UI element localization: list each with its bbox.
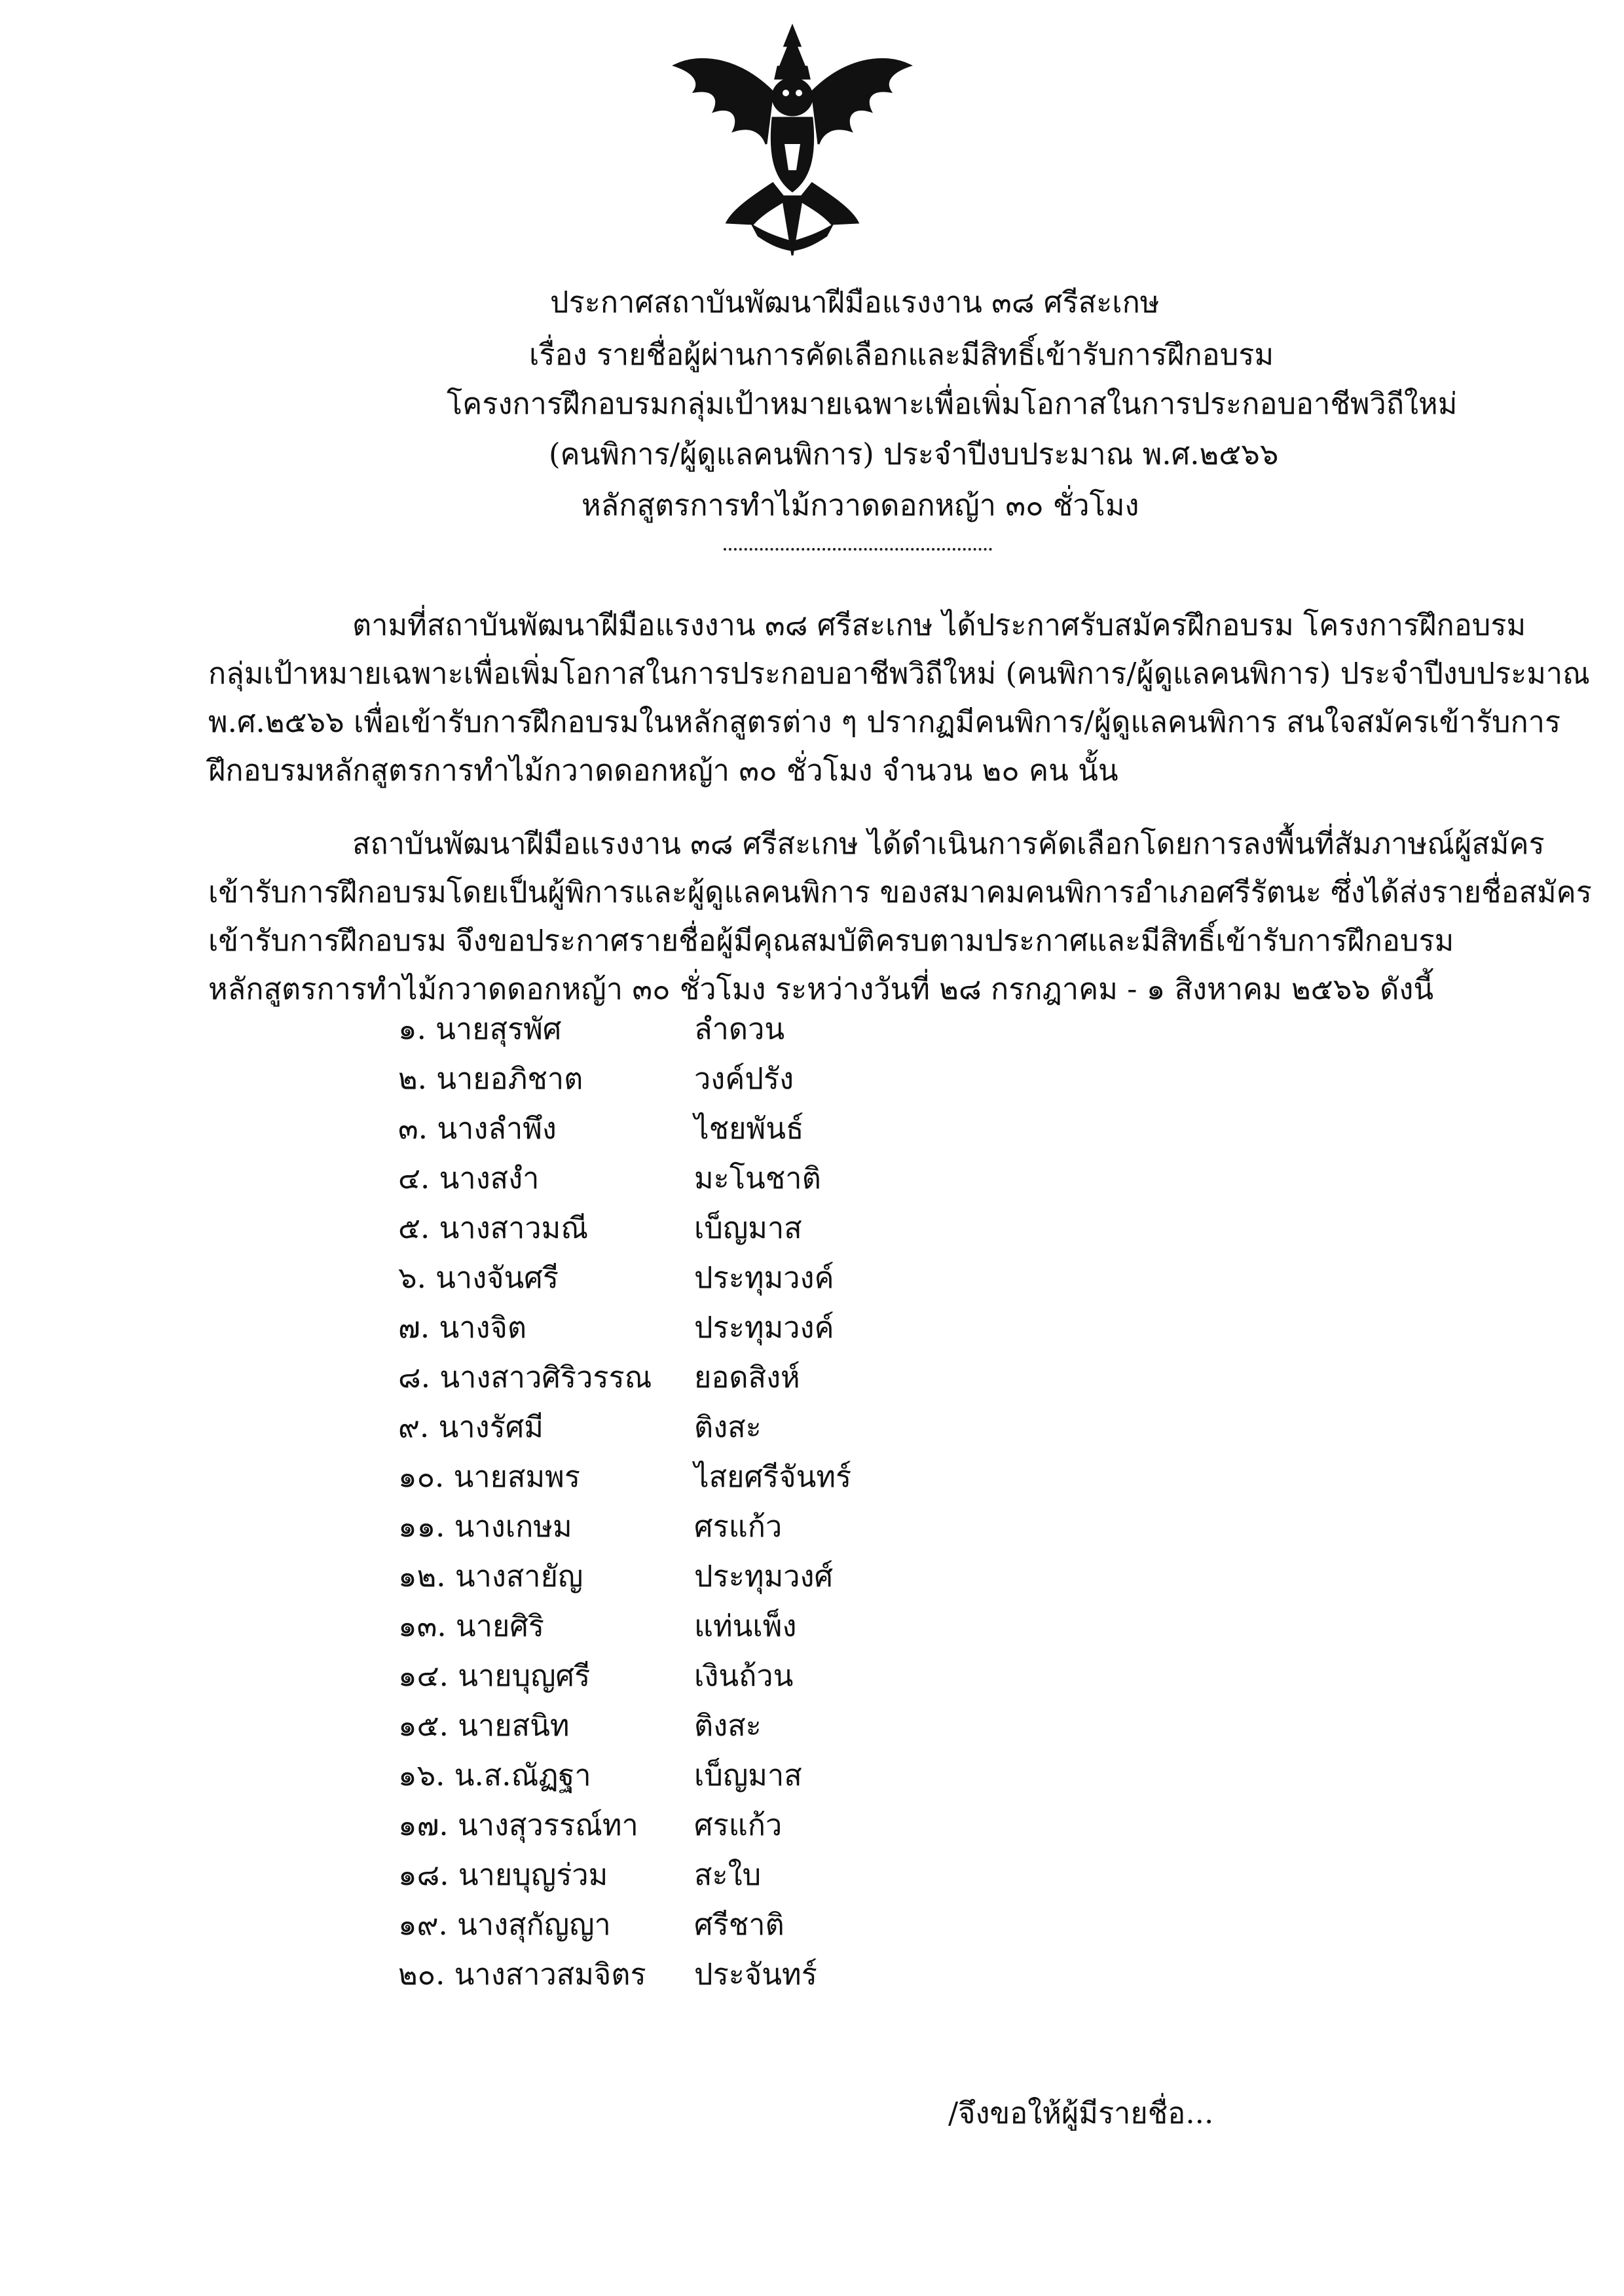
participant-surname: แท่นเพ็ง: [694, 1609, 797, 1643]
participant-name: ๕. นางสาวมณี: [398, 1211, 589, 1245]
participant-surname: ไชยพันธ์: [694, 1111, 804, 1146]
paragraph-1-line-4: ฝึกอบรมหลักสูตรการทำไม้กวาดดอกหญ้า ๓๐ ชั่วโมง จำนวน ๒๐ คน นั้น: [208, 753, 1118, 788]
paragraph-2-line-1: สถาบันพัฒนาฝีมือแรงงาน ๓๘ ศรีสะเกษ ได้ดำเนินการคัดเลือกโดยการลงพื้นที่สัมภาษณ์ผู้สมัคร: [352, 826, 1545, 861]
garuda-emblem-icon: [655, 20, 930, 268]
paragraph-2-line-3: เข้ารับการฝึกอบรม จึงขอประกาศรายชื่อผู้มีคุณสมบัติครบตามประกาศและมีสิทธิ์เข้ารับการฝึกอบรม: [208, 923, 1454, 958]
dotted-divider: [724, 548, 992, 551]
participant-name: ๑๖. น.ส.ณัฏฐา: [398, 1758, 591, 1793]
header-fiscal-year: (คนพิการ/ผู้ดูแลคนพิการ) ประจำปีงบประมาณ พ.ศ.๒๕๖๖: [549, 437, 1279, 471]
participant-surname: ประจันทร์: [694, 1957, 817, 1992]
paragraph-1-line-1: ตามที่สถาบันพัฒนาฝีมือแรงงาน ๓๘ ศรีสะเกษ ได้ประกาศรับสมัครฝึกอบรม โครงการฝึกอบรม: [352, 608, 1526, 642]
participant-name: ๑. นายสุรพัศ: [398, 1011, 562, 1046]
participant-name: ๓. นางลำพึง: [398, 1111, 557, 1146]
paragraph-2-line-2: เข้ารับการฝึกอบรมโดยเป็นผู้พิการและผู้ดูแลคนพิการ ของสมาคมคนพิการอำเภอศรีรัตนะ ซึ่งได้ส่งรายชื่อสมัคร: [208, 875, 1592, 909]
participant-surname: มะโนชาติ: [694, 1161, 821, 1195]
continuation-note: /จึงขอให้ผู้มีรายชื่อ...: [948, 2096, 1214, 2130]
participant-surname: ติงสะ: [694, 1410, 762, 1444]
paragraph-2-line-4: หลักสูตรการทำไม้กวาดดอกหญ้า ๓๐ ชั่วโมง ระหว่างวันที่ ๒๘ กรกฎาคม - ๑ สิงหาคม ๒๕๖๖ ดังนี้: [208, 972, 1434, 1006]
participant-name: ๑๐. นายสมพร: [398, 1459, 580, 1494]
participant-surname: เบ็ญมาส: [694, 1211, 802, 1245]
participant-name: ๑๒. นางสายัญ: [398, 1559, 583, 1594]
paragraph-1-line-2: กลุ่มเป้าหมายเฉพาะเพื่อเพิ่มโอกาสในการประกอบอาชีพวิถีใหม่ (คนพิการ/ผู้ดูแลคนพิการ) ประจำปีงบประมาณ: [208, 656, 1590, 691]
participant-surname: ศรแก้ว: [694, 1808, 783, 1842]
participant-name: ๖. นางจันศรี: [398, 1260, 559, 1295]
participant-surname: วงค์ปรัง: [694, 1061, 794, 1096]
participant-name: ๒. นายอภิชาต: [398, 1061, 583, 1096]
participant-surname: ประทุมวงค์: [694, 1260, 834, 1295]
participant-surname: ไสยศรีจันทร์: [694, 1459, 852, 1494]
header-line-1: ประกาศสถาบันพัฒนาฝีมือแรงงาน ๓๘ ศรีสะเกษ: [550, 285, 1160, 319]
participant-name: ๑๔. นายบุญศรี: [398, 1658, 591, 1693]
participant-surname: สะใบ: [694, 1857, 762, 1892]
participant-name: ๑๓. นายศิริ: [398, 1609, 545, 1643]
participant-surname: เงินถ้วน: [694, 1658, 794, 1693]
participant-surname: เบ็ญมาส: [694, 1758, 802, 1793]
participant-name: ๘. นางสาวศิริวรรณ: [398, 1360, 652, 1394]
participant-name: ๗. นางจิต: [398, 1310, 527, 1345]
participant-surname: ยอดสิงห์: [694, 1360, 800, 1394]
paragraph-1-line-3: พ.ศ.๒๕๖๖ เพื่อเข้ารับการฝึกอบรมในหลักสูตรต่าง ๆ ปรากฏมีคนพิการ/ผู้ดูแลคนพิการ สนใจสมัครเข้ารับการ: [208, 704, 1561, 739]
header-subject: เรื่อง รายชื่อผู้ผ่านการคัดเลือกและมีสิทธิ์เข้ารับการฝึกอบรม: [529, 337, 1274, 372]
participant-surname: ประทุมวงศ์: [694, 1559, 834, 1594]
participant-name: ๙. นางรัศมี: [398, 1410, 544, 1444]
header-course: หลักสูตรการทำไม้กวาดดอกหญ้า ๓๐ ชั่วโมง: [581, 488, 1139, 522]
participant-surname: ศรีชาติ: [694, 1907, 784, 1942]
participant-name: ๑๘. นายบุญร่วม: [398, 1857, 608, 1892]
participant-name: ๑๕. นายสนิท: [398, 1708, 570, 1743]
header-project: โครงการฝึกอบรมกลุ่มเป้าหมายเฉพาะเพื่อเพิ่มโอกาสในการประกอบอาชีพวิถีใหม่: [447, 386, 1458, 421]
participant-surname: ประทุมวงค์: [694, 1310, 834, 1345]
participant-surname: ติงสะ: [694, 1708, 762, 1743]
participant-name: ๑๙. นางสุกัญญา: [398, 1907, 611, 1942]
participant-surname: ลำดวน: [694, 1011, 785, 1046]
participant-surname: ศรแก้ว: [694, 1509, 783, 1544]
participant-name: ๑๑. นางเกษม: [398, 1509, 572, 1544]
participant-name: ๒๐. นางสาวสมจิตร: [398, 1957, 646, 1992]
participant-name: ๔. นางสงำ: [398, 1161, 540, 1195]
participant-name: ๑๗. นางสุวรรณ์ทา: [398, 1808, 638, 1842]
